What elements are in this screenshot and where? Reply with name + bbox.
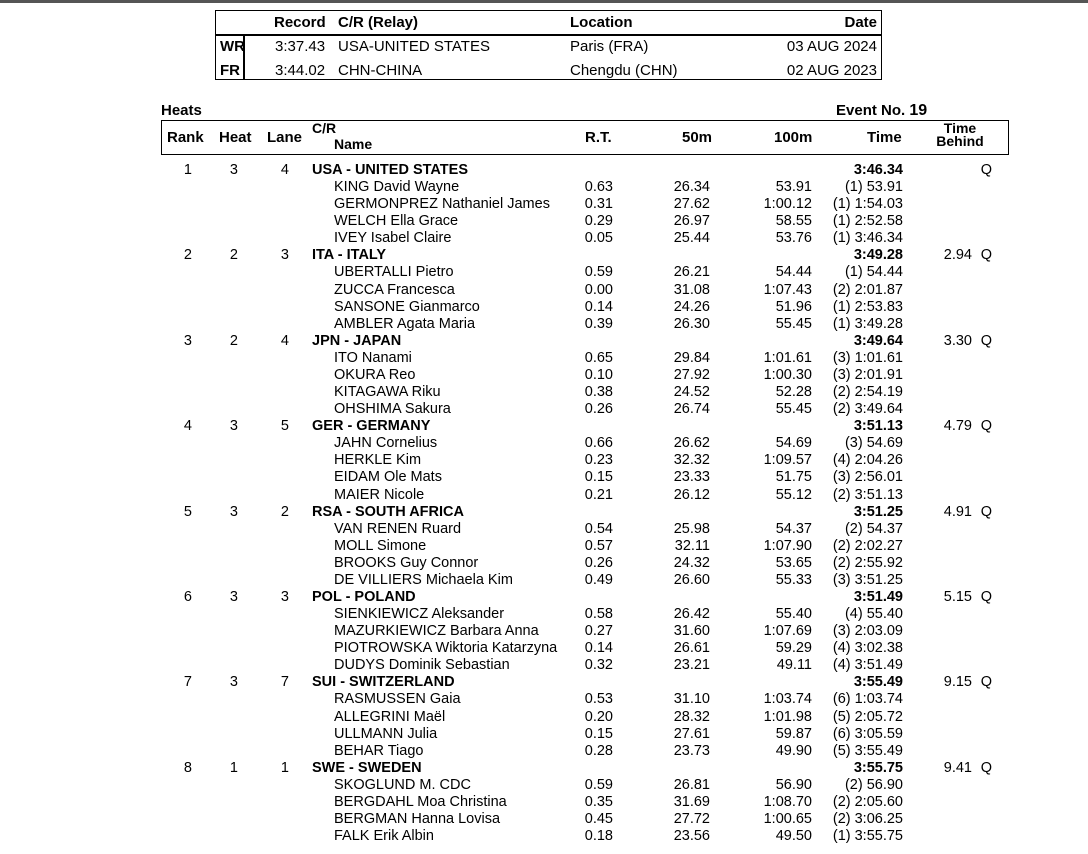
cumulative-split: (1) 3:55.75 xyxy=(832,828,903,845)
col-name: Name xyxy=(334,136,373,152)
split-50m: 32.11 xyxy=(674,537,710,554)
reaction-time: 0.57 xyxy=(584,537,613,554)
swimmer-row xyxy=(0,657,1088,674)
swimmer-name: OKURA Reo xyxy=(334,366,416,383)
heat: 3 xyxy=(229,674,238,691)
record-code: WR xyxy=(220,38,245,55)
team-time: 3:49.64 xyxy=(853,332,903,349)
split-50m: 24.26 xyxy=(673,298,710,315)
cumulative-split: (3) 2:03.09 xyxy=(832,623,903,640)
records-table xyxy=(215,10,882,80)
split-100m: 49.50 xyxy=(775,828,812,845)
cumulative-split: (2) 2:01.87 xyxy=(832,281,903,298)
split-50m: 26.30 xyxy=(673,315,710,332)
swimmer-name: SIENKIEWICZ Aleksander xyxy=(334,606,505,623)
team-name: GER - GERMANY xyxy=(312,418,431,435)
cumulative-split: (4) 55.40 xyxy=(844,606,903,623)
cumulative-split: (2) 2:54.19 xyxy=(832,384,903,401)
split-50m: 31.10 xyxy=(673,691,710,708)
split-50m: 27.92 xyxy=(673,366,710,383)
team-row xyxy=(0,589,1088,606)
swimmer-row xyxy=(0,606,1088,623)
swimmer-name: UBERTALLI Pietro xyxy=(334,264,454,281)
cumulative-split: (3) 3:51.25 xyxy=(832,571,903,588)
team-name: USA - UNITED STATES xyxy=(312,162,469,178)
swimmer-row xyxy=(0,691,1088,708)
split-50m: 31.08 xyxy=(673,281,710,298)
team-time: 3:49.28 xyxy=(853,247,903,264)
split-50m: 26.42 xyxy=(673,606,710,623)
split-100m: 55.33 xyxy=(775,571,812,588)
cumulative-split: (4) 3:02.38 xyxy=(832,640,903,657)
swimmer-name: WELCH Ella Grace xyxy=(334,213,459,230)
split-100m: 58.55 xyxy=(775,213,812,230)
reaction-time: 0.05 xyxy=(584,230,613,247)
cumulative-split: (3) 2:56.01 xyxy=(832,469,903,486)
swimmer-row xyxy=(0,811,1088,828)
rank: 5 xyxy=(183,503,192,520)
swimmer-row xyxy=(0,777,1088,794)
record-location: Chengdu (CHN) xyxy=(570,62,678,79)
swimmer-row xyxy=(0,487,1088,504)
swimmer-name: IVEY Isabel Claire xyxy=(334,230,452,247)
team-name: POL - POLAND xyxy=(312,589,416,605)
swimmer-name: JAHN Cornelius xyxy=(334,435,438,452)
split-50m: 27.61 xyxy=(673,725,710,742)
top-rule xyxy=(0,0,1088,3)
split-100m: 49.11 xyxy=(776,657,812,674)
swimmer-row xyxy=(0,282,1088,299)
swimmer-row xyxy=(0,555,1088,572)
split-100m: 1:07.43 xyxy=(763,281,812,298)
swimmer-row xyxy=(0,743,1088,760)
reaction-time: 0.20 xyxy=(584,708,613,725)
reaction-time: 0.27 xyxy=(584,623,613,640)
reaction-time: 0.15 xyxy=(584,725,613,742)
swimmer-name: MOLL Simone xyxy=(334,537,427,554)
reaction-time: 0.65 xyxy=(584,349,613,366)
swimmer-row xyxy=(0,350,1088,367)
team-row xyxy=(0,333,1088,350)
split-100m: 54.44 xyxy=(775,264,812,281)
swimmer-name: FALK Erik Albin xyxy=(334,828,434,845)
swimmer-name: ALLEGRINI Maël xyxy=(334,708,446,725)
split-50m: 23.73 xyxy=(673,742,710,759)
heat: 3 xyxy=(229,418,238,435)
qualified-mark: Q xyxy=(980,247,992,264)
split-100m: 51.75 xyxy=(775,469,812,486)
split-50m: 31.69 xyxy=(673,793,710,810)
heat: 2 xyxy=(229,247,238,264)
col-cr: C/R xyxy=(312,120,337,136)
swimmer-name: EIDAM Ole Mats xyxy=(334,469,442,486)
qualified-mark: Q xyxy=(980,503,992,520)
split-100m: 1:09.57 xyxy=(763,452,812,469)
time-behind: 4.91 xyxy=(943,503,972,520)
reaction-time: 0.66 xyxy=(584,435,613,452)
records-header-date: Date xyxy=(844,14,877,31)
cumulative-split: (1) 3:49.28 xyxy=(832,315,903,332)
cumulative-split: (2) 3:49.64 xyxy=(832,401,903,418)
reaction-time: 0.21 xyxy=(584,486,613,503)
records-header-location: Location xyxy=(570,14,633,31)
records-header-cr: C/R (Relay) xyxy=(338,14,419,31)
swimmer-name: PIOTROWSKA Wiktoria Katarzyna xyxy=(334,640,558,657)
swimmer-name: OHSHIMA Sakura xyxy=(334,401,451,418)
split-50m: 26.81 xyxy=(673,776,710,793)
swimmer-name: ZUCCA Francesca xyxy=(334,281,455,298)
heat: 3 xyxy=(229,589,238,605)
cumulative-split: (1) 53.91 xyxy=(844,179,903,196)
split-50m: 23.33 xyxy=(673,469,710,486)
split-50m: 26.12 xyxy=(673,486,710,503)
cumulative-split: (1) 3:46.34 xyxy=(832,230,903,247)
reaction-time: 0.49 xyxy=(584,571,613,588)
split-50m: 26.62 xyxy=(673,435,710,452)
event-label: Event No. xyxy=(836,102,906,119)
split-50m: 26.60 xyxy=(673,571,710,588)
split-50m: 24.32 xyxy=(673,554,710,571)
team-row xyxy=(0,247,1088,264)
lane: 4 xyxy=(280,162,289,178)
team-row xyxy=(0,760,1088,777)
cumulative-split: (5) 2:05.72 xyxy=(832,708,903,725)
time-behind: 9.41 xyxy=(943,759,972,776)
lane: 3 xyxy=(280,589,289,605)
records-divider xyxy=(216,34,881,36)
reaction-time: 0.59 xyxy=(584,776,613,793)
swimmer-name: SANSONE Gianmarco xyxy=(334,298,480,315)
team-time: 3:51.13 xyxy=(853,418,903,435)
split-100m: 1:00.12 xyxy=(763,196,812,213)
swimmer-row xyxy=(0,640,1088,657)
swimmer-name: KITAGAWA Riku xyxy=(334,384,441,401)
split-100m: 49.90 xyxy=(775,742,812,759)
col-time: Time xyxy=(867,129,902,146)
swimmer-name: SKOGLUND M. CDC xyxy=(334,776,471,793)
split-100m: 59.29 xyxy=(775,640,812,657)
swimmer-row xyxy=(0,572,1088,589)
split-100m: 55.45 xyxy=(775,401,812,418)
split-100m: 52.28 xyxy=(775,384,812,401)
split-100m: 54.37 xyxy=(775,520,812,537)
swimmer-row xyxy=(0,521,1088,538)
swimmer-row xyxy=(0,709,1088,726)
record-code: FR xyxy=(220,62,240,79)
split-100m: 1:01.98 xyxy=(763,708,812,725)
time-behind: 5.15 xyxy=(943,589,972,605)
split-100m: 55.12 xyxy=(775,486,812,503)
swimmer-row xyxy=(0,726,1088,743)
col-lane: Lane xyxy=(267,129,303,146)
swimmer-name: MAIER Nicole xyxy=(334,486,425,503)
swimmer-row xyxy=(0,316,1088,333)
split-50m: 23.56 xyxy=(673,828,710,845)
reaction-time: 0.45 xyxy=(584,811,613,828)
split-50m: 28.32 xyxy=(673,708,710,725)
team-name: JPN - JAPAN xyxy=(312,332,402,349)
cumulative-split: (1) 2:53.83 xyxy=(832,298,903,315)
rank: 6 xyxy=(183,589,192,605)
swimmer-row xyxy=(0,452,1088,469)
swimmer-row xyxy=(0,299,1088,316)
swimmer-row xyxy=(0,469,1088,486)
cumulative-split: (2) 56.90 xyxy=(844,776,903,793)
reaction-time: 0.63 xyxy=(584,179,613,196)
qualified-mark: Q xyxy=(980,674,992,691)
split-100m: 59.87 xyxy=(775,725,812,742)
team-time: 3:51.49 xyxy=(853,589,903,605)
swimmer-row xyxy=(0,794,1088,811)
team-time: 3:46.34 xyxy=(853,162,903,178)
reaction-time: 0.53 xyxy=(584,691,613,708)
team-row xyxy=(0,162,1088,179)
swimmer-row xyxy=(0,179,1088,196)
qualified-mark: Q xyxy=(980,589,992,605)
heat: 3 xyxy=(229,503,238,520)
time-behind: 4.79 xyxy=(943,418,972,435)
cumulative-split: (4) 3:51.49 xyxy=(832,657,903,674)
lane: 3 xyxy=(280,247,289,264)
reaction-time: 0.35 xyxy=(584,793,613,810)
cumulative-split: (4) 2:04.26 xyxy=(832,452,903,469)
swimmer-row xyxy=(0,264,1088,281)
cumulative-split: (3) 54.69 xyxy=(844,435,903,452)
team-name: SWE - SWEDEN xyxy=(312,759,422,776)
heat: 3 xyxy=(229,162,238,178)
team-name: ITA - ITALY xyxy=(312,247,387,264)
reaction-time: 0.18 xyxy=(584,828,613,845)
swimmer-row xyxy=(0,435,1088,452)
split-50m: 31.60 xyxy=(673,623,710,640)
qualified-mark: Q xyxy=(980,162,992,178)
split-50m: 27.62 xyxy=(673,196,710,213)
swimmer-row xyxy=(0,230,1088,247)
team-row xyxy=(0,418,1088,435)
reaction-time: 0.38 xyxy=(584,384,613,401)
cumulative-split: (3) 1:01.61 xyxy=(832,349,903,366)
swimmer-row xyxy=(0,828,1088,845)
qualified-mark: Q xyxy=(980,332,992,349)
cumulative-split: (2) 3:51.13 xyxy=(832,486,903,503)
swimmer-name: MAZURKIEWICZ Barbara Anna xyxy=(334,623,539,640)
time-behind: 2.94 xyxy=(943,247,972,264)
record-time: 3:44.02 xyxy=(275,62,326,79)
time-behind: 3.30 xyxy=(943,332,972,349)
rank: 8 xyxy=(183,759,192,776)
cumulative-split: (6) 3:05.59 xyxy=(832,725,903,742)
split-100m: 1:07.90 xyxy=(763,537,812,554)
reaction-time: 0.59 xyxy=(584,264,613,281)
rank: 3 xyxy=(183,332,192,349)
split-100m: 51.96 xyxy=(775,298,812,315)
swimmer-name: RASMUSSEN Gaia xyxy=(334,691,461,708)
record-date: 02 AUG 2023 xyxy=(786,62,877,79)
swimmer-row xyxy=(0,538,1088,555)
cumulative-split: (2) 3:06.25 xyxy=(832,811,903,828)
split-100m: 53.76 xyxy=(775,230,812,247)
split-100m: 1:03.74 xyxy=(763,691,812,708)
reaction-time: 0.32 xyxy=(584,657,613,674)
split-50m: 25.98 xyxy=(673,520,710,537)
results-header xyxy=(161,120,1009,155)
reaction-time: 0.26 xyxy=(584,554,613,571)
swimmer-name: ULLMANN Julia xyxy=(334,725,438,742)
team-time: 3:55.75 xyxy=(853,759,903,776)
swimmer-row xyxy=(0,401,1088,418)
lane: 1 xyxy=(280,759,289,776)
record-team: CHN-CHINA xyxy=(338,62,423,79)
team-time: 3:55.49 xyxy=(853,674,903,691)
swimmer-name: ITO Nanami xyxy=(334,349,412,366)
swimmer-name: VAN RENEN Ruard xyxy=(334,520,462,537)
rank: 7 xyxy=(183,674,192,691)
split-50m: 26.21 xyxy=(673,264,710,281)
cumulative-split: (2) 2:02.27 xyxy=(832,537,903,554)
cumulative-split: (1) 1:54.03 xyxy=(832,196,903,213)
section-title: Heats xyxy=(161,102,202,119)
col-behind-line2: Behind xyxy=(936,133,984,149)
heat: 2 xyxy=(229,332,238,349)
swimmer-name: DE VILLIERS Michaela Kim xyxy=(334,571,513,588)
split-50m: 29.84 xyxy=(673,349,710,366)
cumulative-split: (3) 2:01.91 xyxy=(832,366,903,383)
split-100m: 1:08.70 xyxy=(763,793,812,810)
cumulative-split: (2) 54.37 xyxy=(844,520,903,537)
event-number xyxy=(836,102,927,120)
split-100m: 56.90 xyxy=(775,776,812,793)
col-100m: 100m xyxy=(774,129,813,146)
reaction-time: 0.26 xyxy=(584,401,613,418)
swimmer-name: GERMONPREZ Nathaniel James xyxy=(334,196,550,213)
reaction-time: 0.15 xyxy=(584,469,613,486)
swimmer-name: HERKLE Kim xyxy=(334,452,422,469)
split-50m: 24.52 xyxy=(673,384,710,401)
swimmer-row xyxy=(0,367,1088,384)
cumulative-split: (1) 2:52.58 xyxy=(832,213,903,230)
reaction-time: 0.10 xyxy=(584,366,613,383)
swimmer-name: BERGDAHL Moa Christina xyxy=(334,793,507,810)
cumulative-split: (1) 54.44 xyxy=(844,264,903,281)
split-100m: 54.69 xyxy=(775,435,812,452)
cumulative-split: (6) 1:03.74 xyxy=(832,691,903,708)
split-50m: 26.74 xyxy=(673,401,710,418)
col-50m: 50m xyxy=(682,129,713,146)
lane: 5 xyxy=(280,418,289,435)
team-name: SUI - SWITZERLAND xyxy=(312,674,455,691)
team-row xyxy=(0,504,1088,521)
split-50m: 23.21 xyxy=(673,657,710,674)
swimmer-name: DUDYS Dominik Sebastian xyxy=(334,657,510,674)
rank: 4 xyxy=(183,418,192,435)
qualified-mark: Q xyxy=(980,759,992,776)
col-heat: Heat xyxy=(219,129,252,146)
reaction-time: 0.39 xyxy=(584,315,613,332)
cumulative-split: (2) 2:55.92 xyxy=(832,554,903,571)
lane: 2 xyxy=(280,503,289,520)
team-row xyxy=(0,674,1088,691)
split-100m: 1:00.30 xyxy=(763,366,812,383)
reaction-time: 0.14 xyxy=(584,298,613,315)
split-50m: 26.61 xyxy=(673,640,710,657)
split-100m: 55.45 xyxy=(775,315,812,332)
swimmer-name: KING David Wayne xyxy=(334,179,460,196)
records-header-record: Record xyxy=(274,14,326,31)
swimmer-row xyxy=(0,213,1088,230)
time-behind: 9.15 xyxy=(943,674,972,691)
team-time: 3:51.25 xyxy=(853,503,903,520)
reaction-time: 0.54 xyxy=(584,520,613,537)
heat: 1 xyxy=(229,759,238,776)
split-100m: 53.65 xyxy=(775,554,812,571)
reaction-time: 0.31 xyxy=(584,196,613,213)
col-rt: R.T. xyxy=(585,129,612,146)
lane: 7 xyxy=(280,674,289,691)
split-50m: 27.72 xyxy=(673,811,710,828)
split-100m: 1:07.69 xyxy=(763,623,812,640)
split-100m: 55.40 xyxy=(775,606,812,623)
swimmer-row xyxy=(0,623,1088,640)
split-50m: 26.34 xyxy=(673,179,710,196)
split-100m: 1:00.65 xyxy=(763,811,812,828)
qualified-mark: Q xyxy=(980,418,992,435)
swimmer-row xyxy=(0,196,1088,213)
record-team: USA-UNITED STATES xyxy=(338,38,490,55)
lane: 4 xyxy=(280,332,289,349)
split-50m: 25.44 xyxy=(673,230,710,247)
reaction-time: 0.14 xyxy=(584,640,613,657)
swimmer-name: BROOKS Guy Connor xyxy=(334,554,479,571)
swimmer-row xyxy=(0,384,1088,401)
cumulative-split: (2) 2:05.60 xyxy=(832,793,903,810)
rank: 1 xyxy=(183,162,192,178)
record-date: 03 AUG 2024 xyxy=(786,38,877,55)
swimmer-name: BEHAR Tiago xyxy=(334,742,424,759)
record-time: 3:37.43 xyxy=(275,38,326,55)
col-behind-line1: Time xyxy=(943,120,977,136)
col-rank: Rank xyxy=(167,129,204,146)
col-time-behind xyxy=(936,122,984,148)
reaction-time: 0.00 xyxy=(584,281,613,298)
event-no: 19 xyxy=(909,102,928,119)
swimmer-name: AMBLER Agata Maria xyxy=(334,315,476,332)
split-100m: 1:01.61 xyxy=(763,349,812,366)
record-location: Paris (FRA) xyxy=(570,38,649,55)
split-50m: 26.97 xyxy=(673,213,710,230)
swimmer-name: BERGMAN Hanna Lovisa xyxy=(334,811,501,828)
reaction-time: 0.29 xyxy=(584,213,613,230)
reaction-time: 0.28 xyxy=(584,742,613,759)
reaction-time: 0.58 xyxy=(584,606,613,623)
split-100m: 53.91 xyxy=(775,179,812,196)
rank: 2 xyxy=(183,247,192,264)
cumulative-split: (5) 3:55.49 xyxy=(832,742,903,759)
reaction-time: 0.23 xyxy=(584,452,613,469)
team-name: RSA - SOUTH AFRICA xyxy=(312,503,464,520)
split-50m: 32.32 xyxy=(673,452,710,469)
